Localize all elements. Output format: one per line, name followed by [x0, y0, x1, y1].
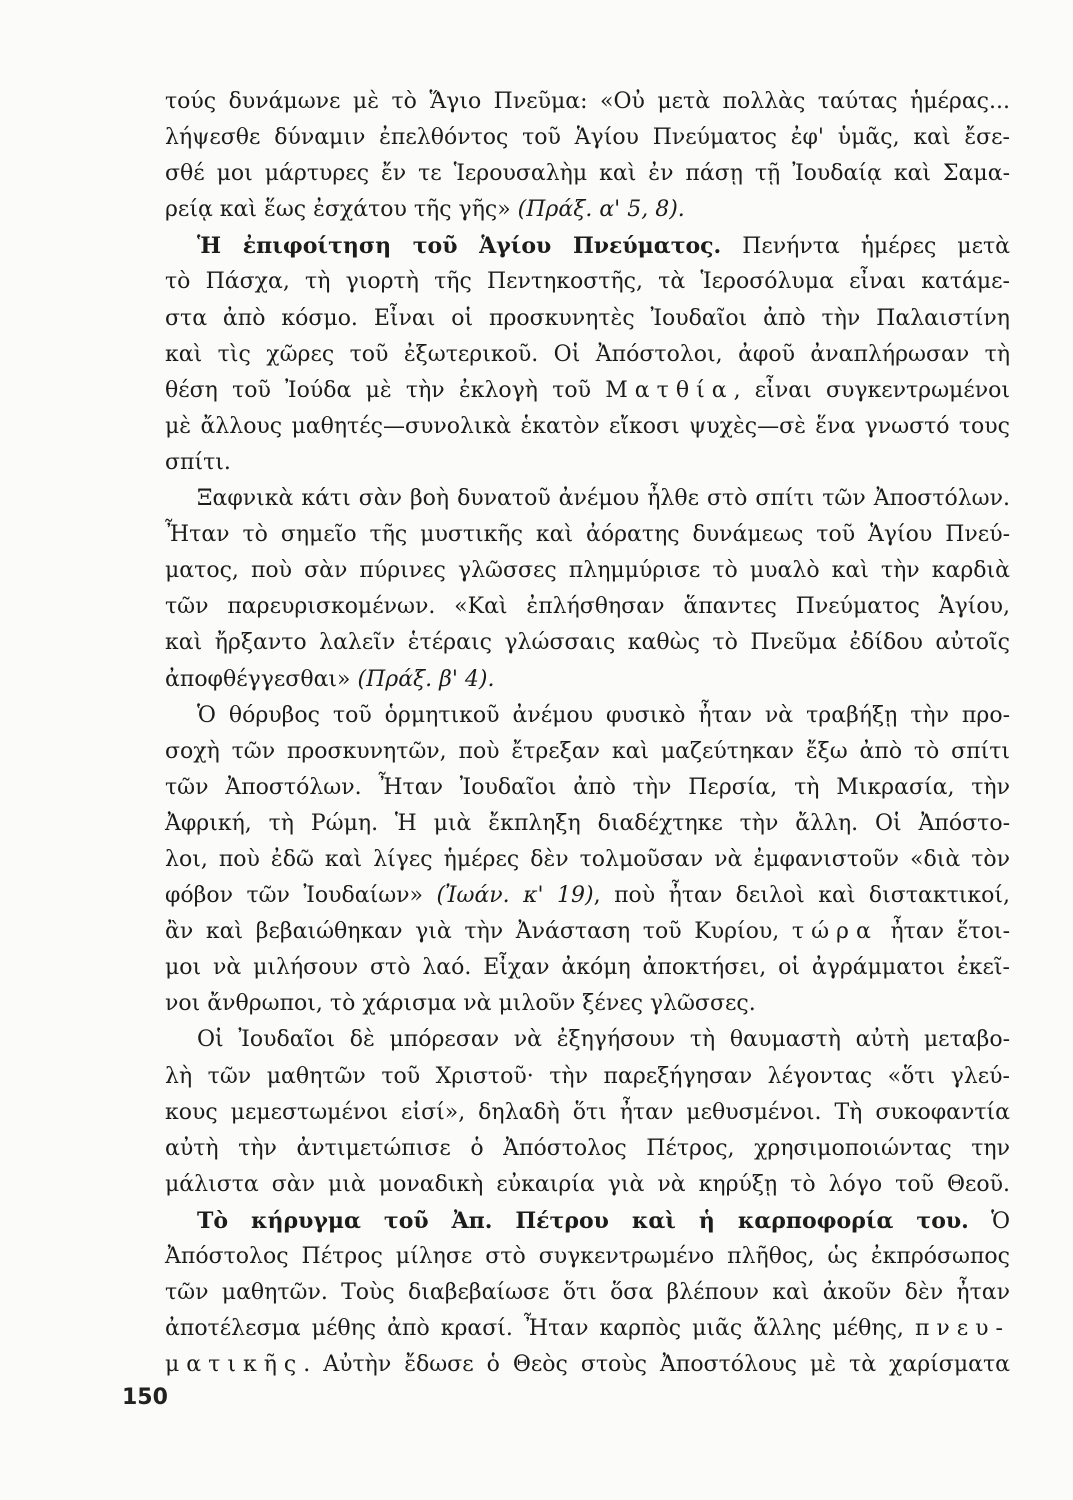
page-body-text	[165, 84, 1010, 1383]
text-line	[165, 553, 1010, 589]
text-segment: Ἀπόστολος Πέτρος μίλησε στὸ συγκεντρωμένο πλῆθος, ὡς ἐκπρόσωπος	[165, 1244, 1010, 1269]
paragraph	[165, 698, 1010, 1023]
text-segment: Οἱ Ἰουδαῖοι δὲ μπόρεσαν νὰ ἐξηγήσουν τὴ θαυμαστὴ αὐτὴ μεταβο-	[197, 1027, 1010, 1053]
text-line	[165, 84, 1010, 120]
text-segment: μάλιστα σὰν μιὰ μοναδικὴ εὐκαιρία γιὰ νὰ κηρύξῃ τὸ λόγο τοῦ Θεοῦ.	[165, 1171, 1010, 1197]
section-heading: Ἡ ἐπιφοίτηση τοῦ Ἁγίου Πνεύματος.	[197, 233, 722, 260]
paragraph	[165, 1203, 1010, 1383]
text-segment: Ματθία	[605, 377, 734, 403]
section-heading: Τὸ κήρυγμα τοῦ Ἀπ. Πέτρου καὶ ἡ καρποφορία του.	[197, 1207, 969, 1234]
text-segment: τῶν παρευρισκομένων. «Καὶ ἐπλήσθησαν ἅπαντες Πνεύματος Ἁγίου,	[165, 594, 1010, 620]
text-segment: Πενήντα ἡμέρες μετὰ	[721, 234, 1010, 260]
text-segment: Ξαφνικὰ κάτι σὰν βοὴ δυνατοῦ ἀνέμου ἦλθε στὸ σπίτι τῶν Ἀποστόλων.	[197, 486, 1010, 512]
text-segment: κους μεμεστωμένοι εἰσί», δηλαδὴ ὅτι ἦταν μεθυσμένοι. Τὴ συκοφαντία	[165, 1099, 1010, 1125]
text-line	[165, 1095, 1010, 1131]
text-line	[165, 842, 1010, 878]
text-line	[165, 156, 1010, 192]
scripture-reference: (Πράξ. β' 4).	[357, 666, 495, 692]
text-line	[165, 589, 1010, 625]
text-line	[165, 950, 1010, 986]
text-line	[165, 1239, 1010, 1275]
text-line	[165, 301, 1010, 337]
text-line	[165, 373, 1010, 409]
text-segment: μὲ ἄλλους μαθητές—συνολικὰ ἑκατὸν εἴκοσι ψυχὲς—σὲ ἕνα γνωστό τους	[165, 413, 1010, 439]
text-segment: σοχὴ τῶν προσκυνητῶν, ποὺ ἔτρεξαν καὶ μαζεύτηκαν ἔξω ἀπὸ τὸ σπίτι	[165, 738, 1010, 764]
text-segment: , ποὺ ἦταν δειλοὶ καὶ διστακτικοί,	[593, 883, 1010, 909]
text-segment: λοι, ποὺ ἐδῶ καὶ λίγες ἡμέρες δὲν τολμοῦσαν νὰ ἐμφανιστοῦν «διὰ τὸν	[165, 846, 1010, 872]
text-segment: φόβον τῶν Ἰουδαίων»	[165, 883, 437, 909]
paragraph	[165, 481, 1010, 698]
text-segment: ρείᾳ καὶ ἕως ἐσχάτου τῆς γῆς»	[165, 197, 518, 223]
paragraph	[165, 84, 1010, 228]
text-segment: ματικῆς	[165, 1352, 304, 1378]
text-line	[165, 409, 1010, 445]
text-line	[165, 625, 1010, 661]
paragraph	[165, 228, 1010, 481]
text-segment: ἦταν ἕτοι-	[877, 919, 1010, 945]
text-segment: Ὁ	[968, 1208, 1010, 1234]
text-segment: στα ἀπὸ κόσμο. Εἶναι οἱ προσκυνητὲς Ἰουδαῖοι ἀπὸ τὴν Παλαιστίνη	[165, 305, 1010, 331]
text-line	[165, 481, 1010, 517]
text-line	[165, 1131, 1010, 1167]
text-segment: νοι ἄνθρωποι, τὸ χάρισμα νὰ μιλοῦν ξένες γλῶσσες.	[165, 991, 756, 1017]
text-segment: Ὁ θόρυβος τοῦ ὁρμητικοῦ ἀνέμου φυσικὸ ἦταν νὰ τραβήξῃ τὴν προ-	[197, 702, 1010, 728]
text-line	[165, 1167, 1010, 1203]
scripture-reference: (Ἰωάν. κ' 19)	[436, 883, 594, 909]
text-line	[165, 1059, 1010, 1095]
text-line	[165, 1203, 1010, 1239]
text-segment: μοι νὰ μιλήσουν στὸ λαό. Εἶχαν ἀκόμη ἀποκτήσει, οἱ ἀγράμματοι ἐκεῖ-	[165, 955, 1010, 981]
text-segment: λὴ τῶν μαθητῶν τοῦ Χριστοῦ· τὴν παρεξήγησαν λέγοντας «ὅτι γλεύ-	[165, 1063, 1010, 1089]
text-segment: Ἦταν τὸ σημεῖο τῆς μυστικῆς καὶ ἀόρατης δυνάμεως τοῦ Ἁγίου Πνεύ-	[165, 522, 1010, 548]
text-segment: . Αὐτὴν ἔδωσε ὁ Θεὸς στοὺς Ἀποστόλους μὲ τὰ χαρίσματα	[303, 1352, 1010, 1378]
text-segment: σθέ μοι μάρτυρες ἔν τε Ἱερουσαλὴμ καὶ ἐν πάσῃ τῇ Ἰουδαίᾳ καὶ Σαμα-	[165, 161, 1010, 187]
text-segment: σπίτι.	[165, 449, 231, 475]
text-line	[165, 734, 1010, 770]
text-line	[165, 1347, 1010, 1383]
text-segment: τώρα	[791, 919, 878, 945]
text-segment: Ἀφρική, τὴ Ρώμη. Ἡ μιὰ ἔκπληξη διαδέχτηκε τὴν ἄλλη. Οἱ Ἀπόστο-	[165, 810, 1010, 836]
text-line	[165, 337, 1010, 373]
text-segment: θέση τοῦ Ἰούδα μὲ τὴν ἐκλογὴ τοῦ	[165, 377, 606, 403]
text-segment: ἀποτέλεσμα μέθης ἀπὸ κρασί. Ἦταν καρπὸς μιᾶς ἄλλης μέθης,	[165, 1316, 915, 1342]
text-line	[165, 806, 1010, 842]
text-segment: καὶ ἤρξαντο λαλεῖν ἑτέραις γλώσσαις καθὼς τὸ Πνεῦμα ἐδίδου αὐτοῖς	[165, 630, 1010, 656]
text-segment: ματος, ποὺ σὰν πύρινες γλῶσσες πλημμύρισε τὸ μυαλὸ καὶ τὴν καρδιὰ	[165, 558, 1010, 584]
scripture-reference: (Πράξ. α' 5, 8).	[517, 197, 685, 223]
text-line	[165, 264, 1010, 300]
text-line	[165, 192, 1010, 228]
text-line	[165, 228, 1010, 264]
text-line	[165, 878, 1010, 914]
text-line	[165, 698, 1010, 734]
text-segment: καὶ τὶς χῶρες τοῦ ἐξωτερικοῦ. Οἱ Ἀπόστολοι, ἀφοῦ ἀναπλήρωσαν τὴ	[165, 341, 1010, 367]
text-line	[165, 1275, 1010, 1311]
text-line	[165, 1311, 1010, 1347]
text-line	[165, 914, 1010, 950]
text-line	[165, 120, 1010, 156]
paragraph	[165, 1022, 1010, 1202]
text-segment: τῶν Ἀποστόλων. Ἦταν Ἰουδαῖοι ἀπὸ τὴν Περσία, τὴ Μικρασία, τὴν	[165, 774, 1010, 800]
text-segment: τούς δυνάμωνε μὲ τὸ Ἅγιο Πνεῦμα: «Οὐ μετὰ πολλὰς ταύτας ἡμέρας...	[165, 89, 1010, 114]
text-line	[165, 662, 1010, 698]
text-segment: αὐτὴ τὴν ἀντιμετώπισε ὁ Ἀπόστολος Πέτρος, χρησιμοποιώντας την	[165, 1135, 1010, 1161]
text-line	[165, 986, 1010, 1022]
text-line	[165, 517, 1010, 553]
text-line	[165, 445, 1010, 481]
text-segment: τὸ Πάσχα, τὴ γιορτὴ τῆς Πεντηκοστῆς, τὰ Ἱεροσόλυμα εἶναι κατάμε-	[165, 269, 1010, 295]
page-number: 150	[122, 1385, 168, 1410]
text-segment: , εἶναι συγκεντρωμένοι	[733, 377, 1010, 403]
text-segment: ἀποφθέγγεσθαι»	[165, 666, 358, 692]
text-line	[165, 770, 1010, 806]
text-segment: πνευ-	[914, 1316, 1010, 1342]
text-segment: λήψεσθε δύναμιν ἐπελθόντος τοῦ Ἁγίου Πνεύματος ἐφ' ὑμᾶς, καὶ ἔσε-	[165, 125, 1010, 151]
text-segment: ἂν καὶ βεβαιώθηκαν γιὰ τὴν Ἀνάσταση τοῦ Κυρίου,	[165, 919, 792, 945]
text-segment: τῶν μαθητῶν. Τοὺς διαβεβαίωσε ὅτι ὅσα βλέπουν καὶ ἀκοῦν δὲν ἦταν	[165, 1280, 1010, 1306]
text-line	[165, 1022, 1010, 1058]
